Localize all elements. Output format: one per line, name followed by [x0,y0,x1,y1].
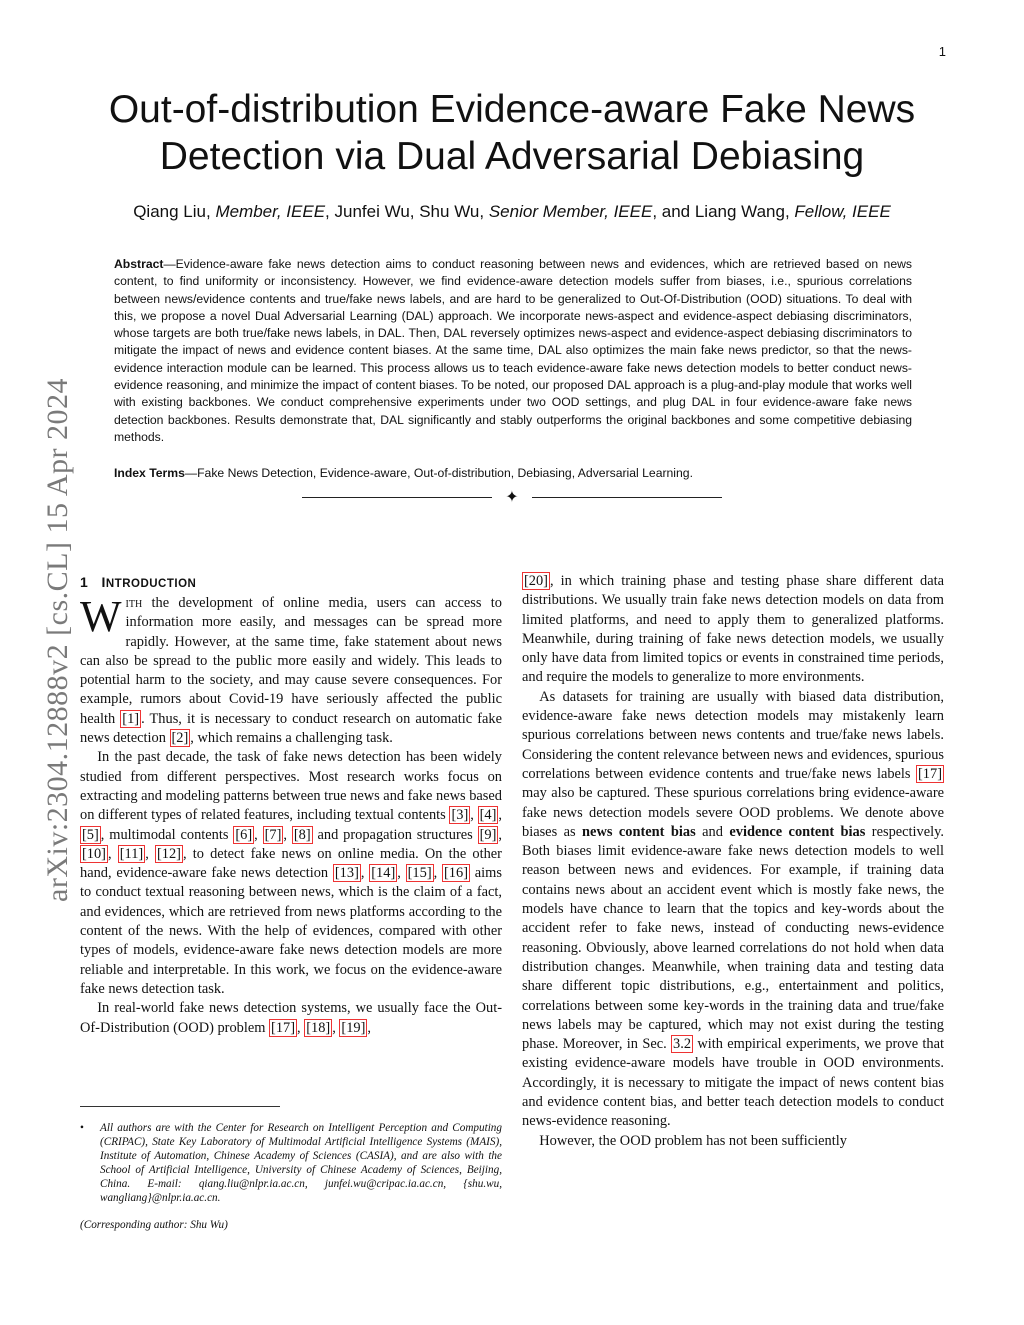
citation-link[interactable]: [17] [918,765,942,782]
small-caps-lead: ith [125,595,143,611]
section-number: 1 [80,574,89,590]
affiliation-note: All authors are with the Center for Research on Intelligent Perception and Computing (CRIPAC), State Key Laboratory of Multimodal Artificial Intelligence Systems (MAIS), Institute of Automation, Chinese Academy of Sciences (CASIA), and are also with the School of Artificial Intelligence, University of Chinese Academy of Sciences, Beijing, China. E-mail: qiang.liu@nlpr.ia.ac.cn, junfei.wu@cripac.ia.ac.cn, {shu.wu, wangliang}@nlpr.ia.ac.cn. [100,1122,502,1205]
citation-link[interactable]: [14] [371,865,396,882]
paragraph-text: and propagation structures [312,826,478,843]
index-terms [114,465,912,482]
citation-link[interactable]: [2] [171,730,189,747]
divider-line-right [532,497,722,498]
paragraph [80,594,502,748]
author-1: Qiang Liu, [133,202,211,221]
paragraph-text: However, the OOD problem has not been sufficiently [539,1132,847,1149]
paragraph-text: In real-world fake news detection systems, we usually face the Out-Of-Distribution (OOD) problem [80,1000,502,1036]
paragraph-text: In the past decade, the task of fake news detection has been widely studied from different perspectives. Most research works focus on extracting and modeling patterns between true news and fake news based on different types of related features, including textual contents [80,749,502,824]
abstract [114,256,912,446]
drop-cap: W [80,592,122,641]
separator: , [470,807,478,824]
separator: , [498,807,502,824]
paragraph-text: , which remains a challenging task. [190,730,393,747]
separator: , [297,1019,305,1036]
title-line-1: Out-of-distribution Evidence-aware Fake News [108,88,916,131]
paragraph-text: may also be captured. These spurious correlations bring evidence-aware fake news detection models severe OOD problems. We denote above biases as [522,785,944,840]
citation-link[interactable]: [9] [479,826,497,843]
author-list [60,202,964,222]
paragraph [522,688,944,1132]
paragraph-text: the development of online media, users can access to information more easily, and messages can be spread more rapidly. However, at the same time, fake statement about news can also be spread to the public more easily and widely. This leads to potential harm to the society, and may cause severe consequences. For example, rumors about Covid-19 have seriously affected the public health [80,595,502,727]
citation-link[interactable]: [4] [479,807,497,824]
separator: , [397,865,406,882]
section-heading [80,574,502,590]
citation-link[interactable]: [1] [122,710,140,727]
section-divider [302,487,722,506]
right-column [522,572,944,1151]
bullet-icon: • [80,1122,84,1134]
author-2: , Junfei Wu, Shu Wu, [325,202,485,221]
paragraph-text: , in which training phase and testing phase share different data distributions. We usually train fake news detection models on data from limited platforms, and need to apply them to generalized platforms. Meanwhile, during training of fake news detection models, we usually only have data from limited topics or events in constrained time periods, and require the models to generalize to more environments. [522,573,944,686]
section-title-initial: I [101,574,106,590]
paragraph-text: with empirical experiments, we prove that existing evidence-aware models have trouble in OOD environments. Accordingly, it is necessary to mitigate the impact of news content bias and evidence content bias, and better teach detection models to conduct news-evidence reasoning. [522,1036,944,1130]
paragraph [80,999,502,1038]
paragraph [522,1132,944,1151]
citation-link[interactable]: [20] [524,573,548,589]
citation-link[interactable]: [3] [451,807,469,824]
separator: , [360,865,370,882]
section-title-rest: NTRODUCTION [105,578,197,590]
citation-link[interactable]: [15] [407,865,432,882]
footnote-rule [80,1106,280,1107]
author-3-role: Fellow, IEEE [794,202,891,221]
paragraph-text: aims to conduct textual reasoning between news, which is the claim of a fact, and evidences, which are retrieved from news platforms according to the content of the news. With the help of evidences, compared with other types of models, evidence-aware fake news detection models are more reliable and interpretable. In this work, we focus on the evidence-aware fake news detection task. [80,865,502,997]
section-link[interactable]: 3.2 [673,1036,692,1053]
separator: , [433,865,443,882]
paragraph-text: . Thus, it is necessary to conduct research on automatic fake news detection [80,710,502,747]
separator: , [283,826,292,843]
author-2-role: Senior Member, IEEE [488,202,653,221]
separator: , [332,1019,340,1036]
separator: , [367,1019,372,1036]
divider-star-icon: ✦ [505,487,519,506]
citation-link[interactable]: [10] [82,845,106,862]
citation-link[interactable]: [16] [444,865,468,882]
citation-link[interactable]: [6] [235,826,253,843]
separator: , [254,826,263,843]
separator: , [145,845,155,862]
paragraph-text: , multimodal contents [100,826,234,843]
citation-link[interactable]: [12] [156,845,181,862]
paragraph [80,748,502,999]
paragraph [522,572,944,688]
citation-link[interactable]: [8] [293,826,311,843]
title-line-2: Detection via Dual Adversarial Debiasing [159,135,865,178]
paragraph-text: As datasets for training are usually with biased data distribution, evidence-aware fake news detection models may mistakenly learn spurious correlations between news contents and true/fake news labels. Considering the content relevance between news and evidences, spurious correlations between evidence contents and true/fake news labels [522,688,944,782]
paragraph-text: respectively. Both biases limit evidence-aware fake news detection models to well reason between news and evidences. For example, if training data contains news about an accident event which is mostly fake news, the models have chance to learn that the topics and key-words about the accident refer to fake news, instead of conducting news-evidence reasoning. Obviously, above learned correlations do not hold when data distribution changes. Meanwhile, when training data and testing data share different topic distributions, e.g., entertainment and politics, correlations between some key-words in the training data and true/fake news labels may be captured, which may not exist during the testing phase. Moreover, in Sec. [522,823,944,1053]
page-number: 1 [938,44,946,59]
citation-link[interactable]: [7] [264,826,282,843]
corresponding-author-note: (Corresponding author: Shu Wu) [80,1218,228,1231]
paragraph-text: and [695,823,730,840]
term-news-content-bias: news content bias [582,823,696,840]
citation-link[interactable]: [17] [271,1019,296,1036]
separator: , [107,845,118,862]
abstract-text: —Evidence-aware fake news detection aims to conduct reasoning between news and evidences, which are retrieved based on news content, to find uniformity or inconsistency. However, we find evidence-aware detection models suffer from biases, i.e., spurious correlations between news/evidence contents and true/fake news labels, and are hard to be generalized to Out-Of-Distribution (OOD) situations. To deal with this, we propose a novel Dual Adversarial Learning (DAL) approach. We incorporate news-aspect and evidence-aspect debiasing discriminators, whose targets are both true/fake news labels, in DAL. Then, DAL reversely optimizes news-aspect and evidence-aspect debiasing discriminators to mitigate the impact of news and evidence content biases. At the same time, DAL also optimizes the main fake news predictor, so that the news-evidence interaction module can be learned. This process allows us to teach evidence-aware fake news detection models to better conduct news-evidence reasoning, and minimize the impact of content biases. To be noted, our proposed DAL approach is a plug-and-play module that works well with existing backbones. We conduct comprehensive experiments under two OOD settings, and plug DAL in four evidence-aware fake news detection backbones. Results demonstrate that, DAL significantly and stably outperforms the original backbones and some competitive debiasing methods. [114,257,912,444]
index-terms-label: Index Terms [114,466,185,480]
citation-link[interactable]: [5] [82,826,99,843]
abstract-label: Abstract [114,257,164,271]
paper-title [60,86,964,180]
citation-link[interactable]: [13] [334,865,359,882]
paragraph-text: , to detect fake news on online media. On the other hand, evidence-aware fake news detection [80,845,502,882]
author-3: , and Liang Wang, [652,202,790,221]
footnote [80,1121,502,1232]
citation-link[interactable]: [18] [306,1019,331,1036]
left-column [80,572,502,1038]
citation-link[interactable]: [19] [341,1019,366,1036]
arxiv-stamp: arXiv:2304.12888v2 [cs.CL] 15 Apr 2024 [41,378,74,902]
author-1-role: Member, IEEE [215,202,326,221]
divider-line-left [302,497,492,498]
term-evidence-content-bias: evidence content bias [729,823,866,840]
separator: , [498,826,502,843]
citation-link[interactable]: [11] [119,845,144,862]
index-terms-text: —Fake News Detection, Evidence-aware, Out-of-distribution, Debiasing, Adversarial Learning. [184,466,693,480]
